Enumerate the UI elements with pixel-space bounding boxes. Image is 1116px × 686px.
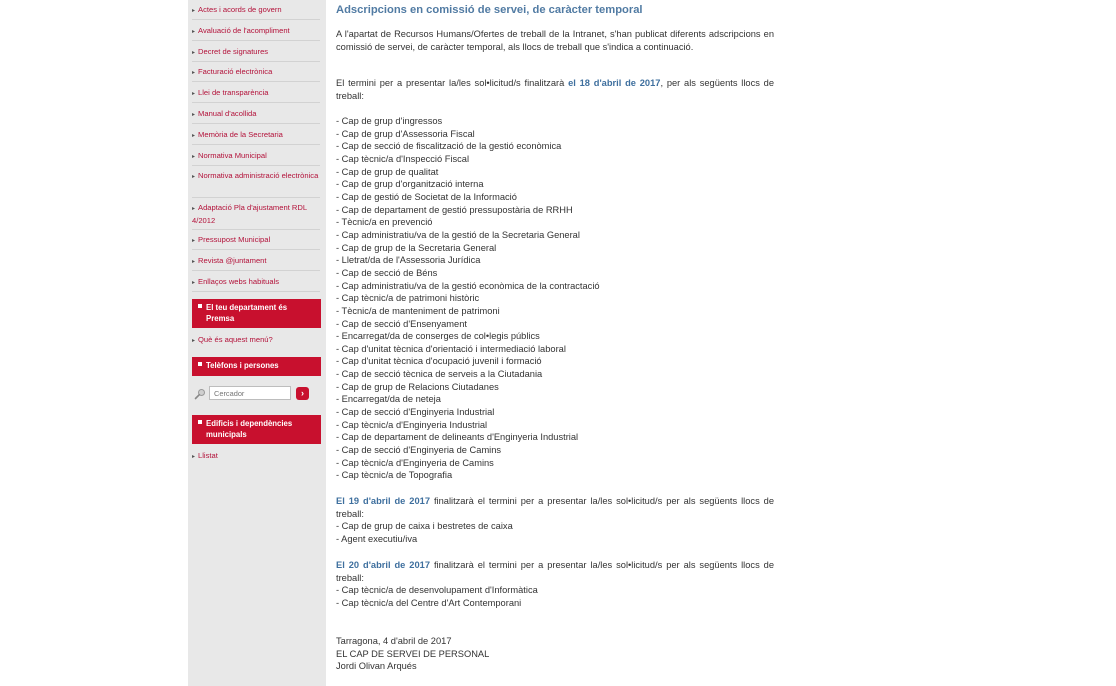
sidebar-link-label: Enllaços webs habituals — [198, 277, 280, 286]
sidebar-link-8[interactable] — [192, 150, 320, 163]
job-list-item: - Cap de departament de delineants d'Enginyeria Industrial — [336, 432, 579, 443]
jobs-list-3 — [336, 584, 776, 609]
sidebar-link-label: Adaptació Pla d'ajustament RDL 4/2012 — [192, 203, 307, 225]
arrow-right-icon: ▸ — [192, 174, 196, 180]
job-list-item: - Cap tècnic/a de Topografia — [336, 470, 453, 481]
search-input[interactable] — [209, 386, 291, 400]
job-list-item: - Lletrat/da de l'Assessoria Jurídica — [336, 255, 481, 266]
arrow-right-icon: ▸ — [192, 91, 196, 97]
job-list-item: - Agent executiu/iva — [336, 533, 418, 544]
signature-name: Jordi Olivan Arqués — [336, 661, 417, 671]
sidebar-divider — [192, 144, 320, 145]
signature-role: EL CAP DE SERVEI DE PERSONAL — [336, 649, 490, 659]
job-list-item: - Cap de grup de caixa i bestretes de caixa — [336, 521, 513, 531]
job-list-item: - Cap de grup d'organització interna — [336, 179, 484, 190]
deadline-1-pre: El termini per a presentar la/les sol•licitud/s finalitzarà — [336, 78, 569, 88]
job-list-item: - Cap d'unitat tècnica d'ocupació juvenil i formació — [336, 356, 542, 367]
job-list-item: - Cap d'unitat tècnica d'orientació i intermediació laboral — [336, 343, 566, 354]
arrow-right-icon: ▸ — [192, 70, 196, 76]
deadline-2-post: finalitzarà el termini per a presentar la/les sol•licitud/s per als següents llocs de treball: — [336, 496, 775, 519]
sidebar-link-11[interactable] — [192, 234, 320, 247]
arrow-right-icon: ▸ — [192, 238, 196, 244]
arrow-right-icon: ▸ — [192, 50, 196, 56]
square-bullet-icon — [198, 304, 202, 308]
job-list-item: - Cap de secció de fiscalització de la gestió econòmica — [336, 141, 562, 152]
what-is-this-menu-link-label: Què és aquest menú? — [198, 335, 273, 344]
deadline-3-date: El 20 d'abril de 2017 — [336, 560, 430, 570]
sidebar-divider — [192, 270, 320, 271]
search-area — [192, 385, 322, 403]
deadline-3-post: finalitzarà el termini per a presentar la/les sol•licitud/s per als següents llocs de treball: — [336, 560, 775, 583]
sidebar-link-label: Memòria de la Secretaria — [198, 130, 283, 139]
job-list-item: - Encarregat/da de conserges de col•legis públics — [336, 331, 540, 342]
deadline-2-date: El 19 d'abril de 2017 — [336, 496, 430, 506]
job-list-item: - Cap de grup de qualitat — [336, 166, 439, 177]
jobs-list-1 — [336, 115, 776, 482]
buildings-box-label: Edificis i dependències municipals — [206, 419, 293, 439]
sidebar-divider — [192, 249, 320, 250]
job-list-item: - Cap tècnic/a de desenvolupament d'Informàtica — [336, 585, 538, 595]
job-list-item: - Cap de secció d'Enginyeria de Camins — [336, 445, 502, 456]
deadline-2-paragraph — [336, 495, 774, 520]
sidebar-link-3[interactable] — [192, 46, 320, 59]
buildings-list-link-label: Llistat — [198, 451, 218, 460]
intro-paragraph: A l'apartat de Recursos Humans/Ofertes de treball de la Intranet, s'han publicat diferents adscripcions en comissió de servei, de caràcter temporal, als llocs de treball que s'indica a continuació. — [336, 29, 774, 52]
job-list-item: - Cap tècnic/a de patrimoni històric — [336, 293, 480, 304]
sidebar-divider — [192, 165, 320, 166]
sidebar-link-13[interactable] — [192, 276, 320, 289]
job-list-item: - Cap de grup de la Secretaria General — [336, 242, 497, 253]
arrow-right-icon: ▸ — [192, 338, 196, 344]
deadline-3-paragraph — [336, 559, 774, 584]
sidebar-link-10[interactable] — [192, 202, 320, 226]
sidebar-divider — [192, 291, 320, 292]
job-list-item: - Cap de grup d'Assessoria Fiscal — [336, 128, 475, 139]
department-box — [192, 299, 321, 328]
square-bullet-icon — [198, 362, 202, 366]
job-list-item: - Cap tècnic/a d'Enginyeria Industrial — [336, 419, 488, 430]
arrow-right-icon: ▸ — [192, 454, 196, 460]
sidebar-link-7[interactable] — [192, 129, 320, 142]
sidebar-divider — [192, 197, 320, 198]
sidebar-link-label: Revista @juntament — [198, 256, 267, 265]
arrow-right-icon: ▸ — [192, 112, 196, 118]
deadline-1-post: , per als següents llocs de treball: — [336, 78, 775, 101]
sidebar-link-label: Avaluació de l'acompliment — [198, 26, 290, 35]
sidebar-divider — [192, 81, 320, 82]
sidebar-link-9[interactable] — [192, 170, 320, 183]
sidebar-link-label: Normativa Municipal — [198, 151, 267, 160]
sidebar-link-label: Actes i acords de govern — [198, 5, 282, 14]
job-list-item: - Cap de gestió de Societat de la Informació — [336, 191, 517, 202]
sidebar-divider — [192, 61, 320, 62]
arrow-right-icon: ▸ — [192, 133, 196, 139]
arrow-right-icon: ▸ — [192, 29, 196, 35]
square-bullet-icon — [198, 420, 202, 424]
page-title: Adscripcions en comissió de servei, de caràcter temporal — [336, 4, 643, 16]
sidebar-link-5[interactable] — [192, 87, 320, 100]
arrow-right-icon: ▸ — [192, 154, 196, 160]
signature-place-date: Tarragona, 4 d'abril de 2017 — [336, 636, 452, 646]
sidebar-link-label: Manual d'acollida — [198, 109, 257, 118]
job-list-item: - Cap tècnic/a del Centre d'Art Contemporani — [336, 597, 522, 608]
arrow-right-icon: ▸ — [192, 8, 196, 14]
department-box-label: El teu departament és Premsa — [206, 303, 288, 323]
sidebar-link-6[interactable] — [192, 108, 320, 121]
buildings-list-link[interactable] — [192, 450, 320, 463]
jobs-list-2 — [336, 520, 776, 545]
sidebar-divider — [192, 123, 320, 124]
job-list-item: - Cap administratiu/va de la gestió de la Secretaria General — [336, 229, 580, 240]
job-list-item: - Cap tècnic/a d'Inspecció Fiscal — [336, 153, 470, 164]
job-list-item: - Cap tècnic/a d'Enginyeria de Camins — [336, 457, 494, 468]
sidebar-divider — [192, 40, 320, 41]
job-list-item: - Cap de departament de gestió pressupostària de RRHH — [336, 204, 573, 215]
job-list-item: - Encarregat/da de neteja — [336, 394, 441, 405]
main-content — [326, 0, 788, 686]
sidebar-link-label: Decret de signatures — [198, 47, 269, 56]
sidebar-link-label: Facturació electrònica — [198, 67, 273, 76]
sidebar-link-12[interactable] — [192, 255, 320, 268]
arrow-right-icon: ▸ — [192, 280, 196, 286]
job-list-item: - Cap de grup de Relacions Ciutadanes — [336, 381, 499, 392]
arrow-right-icon: ▸ — [192, 259, 196, 265]
sidebar-divider — [192, 19, 320, 20]
sidebar-link-1[interactable] — [192, 4, 320, 17]
sidebar-link-4[interactable] — [192, 66, 320, 79]
phones-box — [192, 357, 321, 376]
sidebar-divider — [192, 102, 320, 103]
search-icon — [194, 388, 206, 400]
sidebar-link-label: Pressupost Municipal — [198, 235, 271, 244]
sidebar-link-2[interactable] — [192, 25, 320, 38]
sidebar-link-label: Llei de transparència — [198, 88, 269, 97]
job-list-item: - Cap administratiu/va de la gestió econòmica de la contractació — [336, 280, 600, 291]
job-list-item: - Cap de secció d'Enginyeria Industrial — [336, 407, 495, 418]
job-list-item: - Cap de secció de Béns — [336, 267, 438, 278]
job-list-item: - Cap de secció d'Ensenyament — [336, 318, 467, 329]
phones-box-label: Telèfons i persones — [206, 361, 279, 370]
sidebar — [188, 0, 326, 686]
job-list-item: - Tècnic/a de manteniment de patrimoni — [336, 305, 500, 316]
job-list-item: - Tècnic/a en prevenció — [336, 217, 433, 228]
what-is-this-menu-link[interactable] — [192, 334, 320, 347]
arrow-right-icon: ▸ — [192, 206, 196, 212]
deadline-1-date: el 18 d'abril de 2017 — [568, 78, 661, 88]
sidebar-link-label: Normativa administració electrònica — [198, 171, 319, 180]
deadline-1-paragraph — [336, 77, 774, 102]
sidebar-divider — [192, 229, 320, 230]
search-go-button[interactable]: › — [296, 387, 309, 400]
job-list-item: - Cap de grup d'ingressos — [336, 116, 443, 126]
job-list-item: - Cap de secció tècnica de serveis a la Ciutadania — [336, 369, 543, 380]
buildings-box — [192, 415, 321, 444]
